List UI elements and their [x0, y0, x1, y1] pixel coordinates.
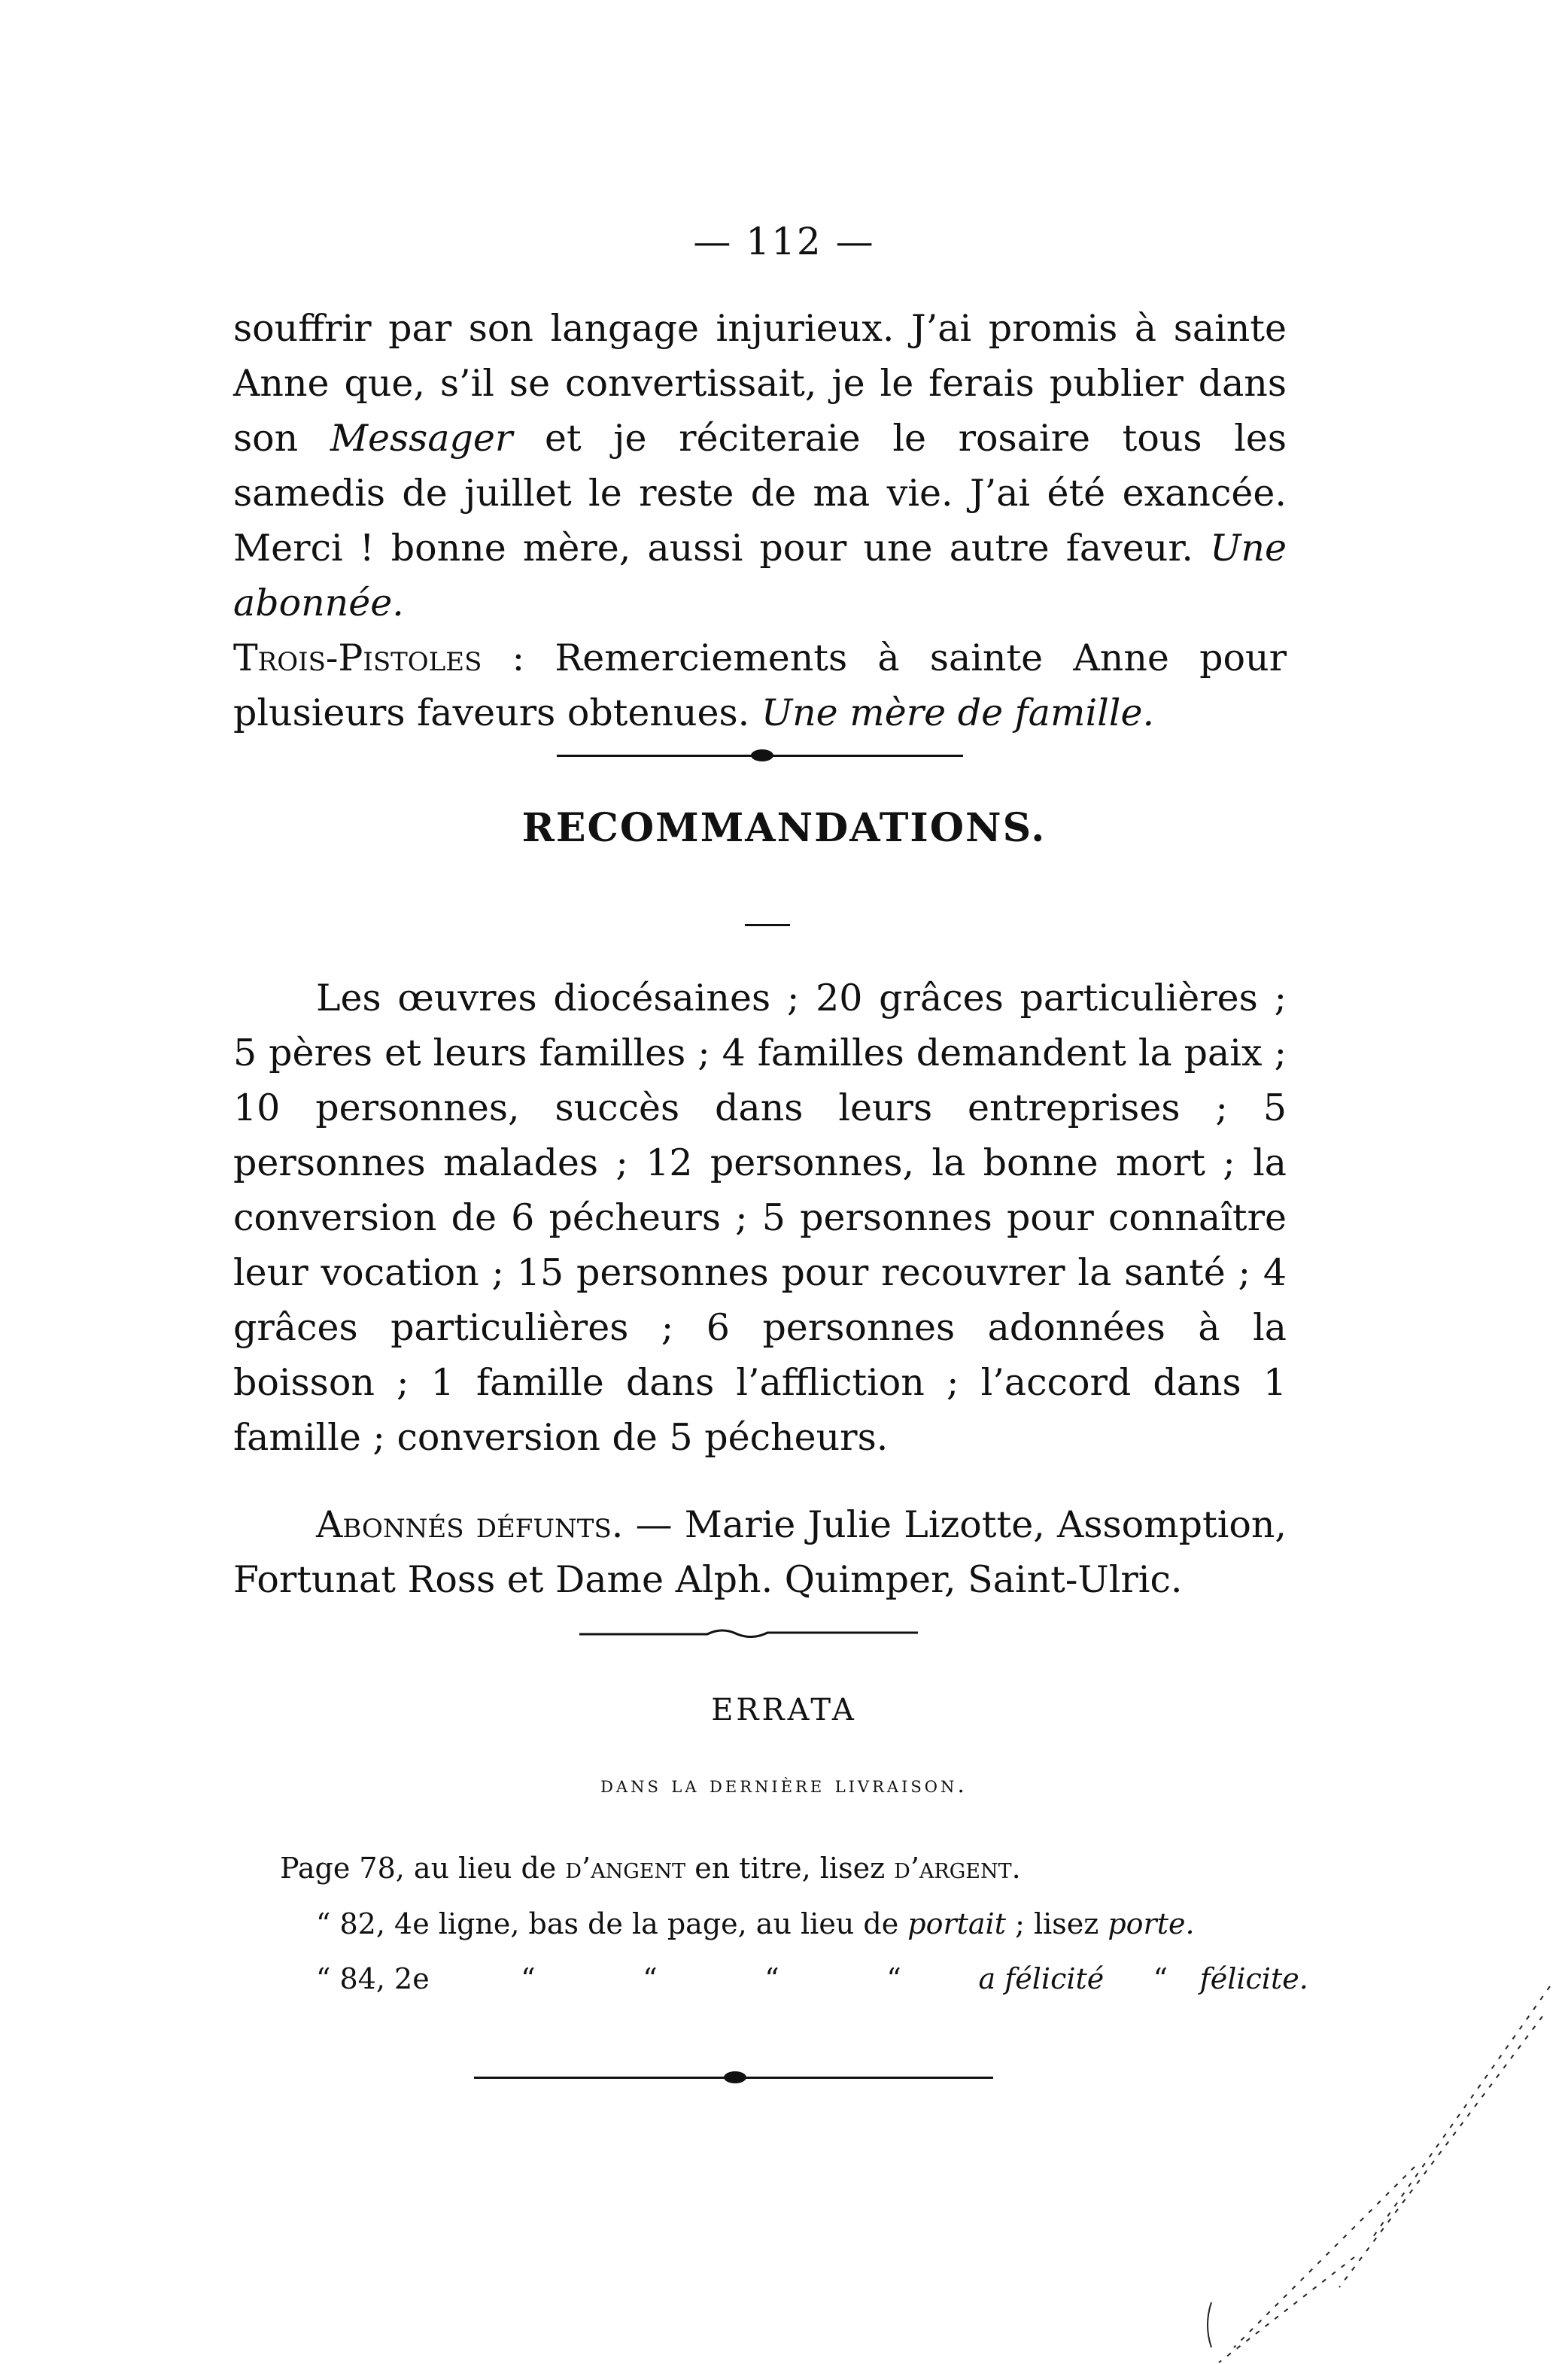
paragraph-abonnes	[233, 1497, 1287, 1607]
errata-correct: porte.	[1108, 1907, 1195, 1940]
paragraph-text: souffrir par son langage injurieux. J’ai promis à sainte Anne que, s’il se convertissait, je le ferais publier dans son	[233, 307, 1287, 460]
errata-text: “ 82, 4e ligne, bas de la page, au lieu de	[316, 1907, 908, 1940]
errata-line	[316, 1905, 1324, 1943]
pencil-mark-decoration	[1189, 1971, 1565, 2364]
errata-line	[280, 1849, 1288, 1887]
short-dash	[745, 924, 790, 926]
signature: Une mère de famille.	[761, 691, 1155, 734]
errata-text: “ 84, 2e	[316, 1962, 430, 1995]
closing-divider	[474, 2077, 993, 2079]
errata-correct: félicite.	[1199, 1962, 1308, 1995]
errata-wrong: portait	[907, 1907, 1006, 1940]
paragraph-text: Les œuvres diocésaines ; 20 grâces particulières ; 5 pères et leurs familles ; 4 familles demandent la paix ; 10 personnes, succès dans leurs entreprises ; 5 personnes malades ; 12 personnes, la bonne mort ; la conversion de 6 pécheurs ; 5 personnes pour connaître leur vocation ; 15 personnes pour recouvrer la santé ; 4 grâces particulières ; 6 personnes adonnées à la boisson ; 1 famille dans l’affliction ; l’accord dans 1 famille ; conversion de 5 pécheurs.	[233, 977, 1287, 1459]
ditto-mark: “	[764, 1962, 779, 1995]
errata-text: ; lisez	[1005, 1907, 1108, 1940]
messager-title: Messager	[330, 417, 513, 460]
errata-line	[316, 1960, 1324, 1998]
paragraph-testimonials	[233, 301, 1287, 740]
errata-correct: d’argent.	[894, 1852, 1021, 1885]
errata-wrong: d’angent	[565, 1852, 686, 1885]
ditto-mark: “	[643, 1962, 658, 1995]
paragraph-recommandations	[233, 971, 1287, 1465]
errata-text: en titre, lisez	[685, 1852, 895, 1885]
ditto-mark: “	[886, 1962, 901, 1995]
wavy-divider	[579, 1625, 918, 1640]
signature: Une abonnée.	[233, 527, 1287, 624]
abonnes-label: Abonnés défunts.	[316, 1503, 624, 1546]
divider-ornament	[724, 2071, 746, 2083]
errata-title: ERRATA	[711, 1693, 857, 1727]
paragraph-text: : Remerciements à sainte Anne pour plusieurs faveurs obtenues.	[233, 637, 1287, 734]
ditto-mark: “	[521, 1962, 536, 1995]
page-number: — 112 —	[693, 220, 875, 263]
paragraph-text: et je réciteraie le rosaire tous les samedis de juillet le reste de ma vie. J’ai été exancée. Merci ! bonne mère, aussi pour une autre faveur.	[233, 417, 1287, 570]
section-divider	[557, 755, 963, 757]
errata-text: Page 78, au lieu de	[280, 1852, 566, 1885]
ditto-mark: “	[1153, 1962, 1168, 1995]
paragraph-text: — Marie Julie Lizotte, Assomption, Fortunat Ross et Dame Alph. Quimper, Saint-Ulric.	[233, 1503, 1287, 1601]
divider-ornament	[751, 749, 773, 761]
errata-subtitle: dans la dernière livraison.	[600, 1772, 968, 1798]
place-name: Trois-Pistoles	[233, 637, 482, 679]
section-heading: RECOMMANDATIONS.	[521, 805, 1047, 851]
errata-wrong: a félicité	[978, 1962, 1105, 1995]
